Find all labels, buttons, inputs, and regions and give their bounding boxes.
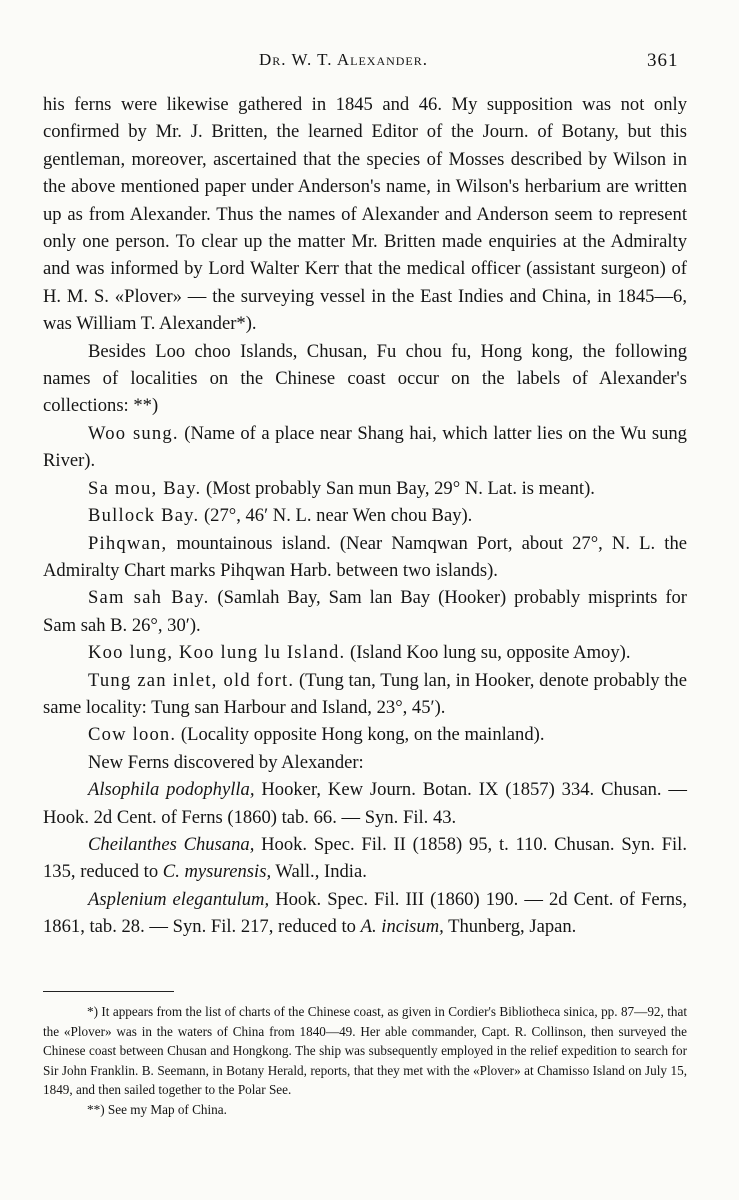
locality-note: (Island Koo lung su, opposite Amoy). [345, 642, 631, 664]
footnote: **) See my Map of China. [87, 1101, 227, 1117]
locality-name: Woo sung. [88, 422, 179, 444]
footnote: *) It appears from the list of charts of the Chinese coast, as given in Cordier's Bibliotheca sinica, pp. 87—92, that the «Plover» was in the waters of China from 1840—49. Her able commander, Capt. R. Collinson, then surveyed the Chinese coast between Chusan and Hongkong. The ship was subsequently employed in the relief expedition to search for Sir John Franklin. B. Seemann, in Botany Herald, reports, that they met with the «Plover» at Chamisso Island on July 15, 1849, and then sailed together to the Polar See. [43, 1004, 687, 1097]
locality-note: (27°, 46′ N. L. near Wen chou Bay). [199, 505, 473, 527]
fern-entry [43, 886, 687, 941]
locality-name: Cow loon. [88, 724, 177, 746]
paragraph: his ferns were likewise gathered in 1845 and 46. My supposition was not only confirmed by Mr. J. Britten, the learned Editor of the Journ. of Botany, but this gentleman, moreover, ascertained that the species of Mosses described by Wilson in the above mentioned paper under Anderson's name, in Wilson's herbarium are written up as from Alexander. Thus the names of Alexander and Anderson seem to represent only one person. To clear up the matter Mr. Britten made enquiries at the Admiralty and was informed by Lord Walter Kerr that the medical officer (assistant surgeon) of H. M. S. «Plover» — the surveying vessel in the East Indies and China, in 1845—6, was William T. Alexander*). [43, 94, 687, 335]
locality-name: Bullock Bay. [88, 505, 200, 527]
page-number: 361 [647, 50, 679, 71]
locality-name: Sa mou, Bay. [88, 477, 202, 499]
fern-species-name: Cheilanthes Chusana, [88, 833, 255, 855]
locality-entry [43, 475, 687, 502]
paragraph: Besides Loo choo Islands, Chusan, Fu chou fu, Hong kong, the following names of localities on the Chinese coast occur on the labels of Alexander's collections: **) [43, 340, 687, 417]
locality-entry [43, 530, 687, 585]
fern-species-name: Asplenium elegantulum, [88, 888, 270, 910]
page-header [0, 50, 739, 80]
fern-entry [43, 831, 687, 886]
locality-note: (Most probably San mun Bay, 29° N. Lat. is meant). [201, 477, 595, 499]
fern-reference: Hook. Spec. Fil. II (1858) 95, t. 110. Chusan. Syn. Fil. 135, reduced to [43, 833, 687, 883]
locality-entry [43, 667, 687, 722]
fern-reference: Hook. Spec. Fil. III (1860) 190. — 2d Cent. of Ferns, 1861, tab. 28. — Syn. Fil. 217, reduced to [43, 888, 687, 938]
locality-entry [43, 639, 687, 666]
locality-note: (Tung tan, Tung lan, in Hooker, denote probably the same locality: Tung san Harbour and Island, 23°, 45′). [43, 669, 687, 718]
synonym-species-name: C. mysurensis, [162, 861, 272, 883]
footnotes [43, 1002, 687, 1119]
locality-entry [43, 502, 687, 529]
locality-note: (Samlah Bay, Sam lan Bay (Hooker) probably misprints for Sam sah B. 26°, 30′). [43, 587, 687, 636]
locality-name: Sam sah Bay. [88, 587, 210, 609]
locality-name: Koo lung, Koo lung lu Island. [88, 642, 346, 664]
main-text [43, 91, 687, 941]
synonym-species-name: A. incisum, [360, 916, 444, 938]
locality-name: Tung zan inlet, old fort. [88, 669, 295, 691]
fern-reference: Hooker, Kew Journ. Botan. IX (1857) 334. Chusan. — Hook. 2d Cent. of Ferns (1860) tab. 66. — Syn. Fil. 43. [43, 779, 687, 828]
locality-note: (Name of a place near Shang hai, which latter lies on the Wu sung River). [43, 422, 687, 472]
new-ferns-heading: New Ferns discovered by Alexander: [88, 751, 364, 773]
fern-reference-end: Wall., India. [271, 861, 367, 883]
running-title: Dr. W. T. Alexander. [259, 50, 429, 69]
locality-entry [43, 584, 687, 639]
fern-entry [43, 776, 687, 831]
footnote-divider [43, 991, 174, 992]
locality-name: Pihqwan, [88, 532, 168, 554]
locality-entry [43, 420, 687, 475]
locality-note: mountainous island. (Near Namqwan Port, about 27°, N. L. the Admiralty Chart marks Pihqwan Harb. between two islands). [43, 532, 687, 581]
fern-reference-end: Thunberg, Japan. [443, 916, 577, 938]
locality-entry [43, 721, 687, 748]
fern-species-name: Alsophila podophylla, [88, 779, 255, 801]
locality-note: (Locality opposite Hong kong, on the mainland). [176, 724, 545, 746]
